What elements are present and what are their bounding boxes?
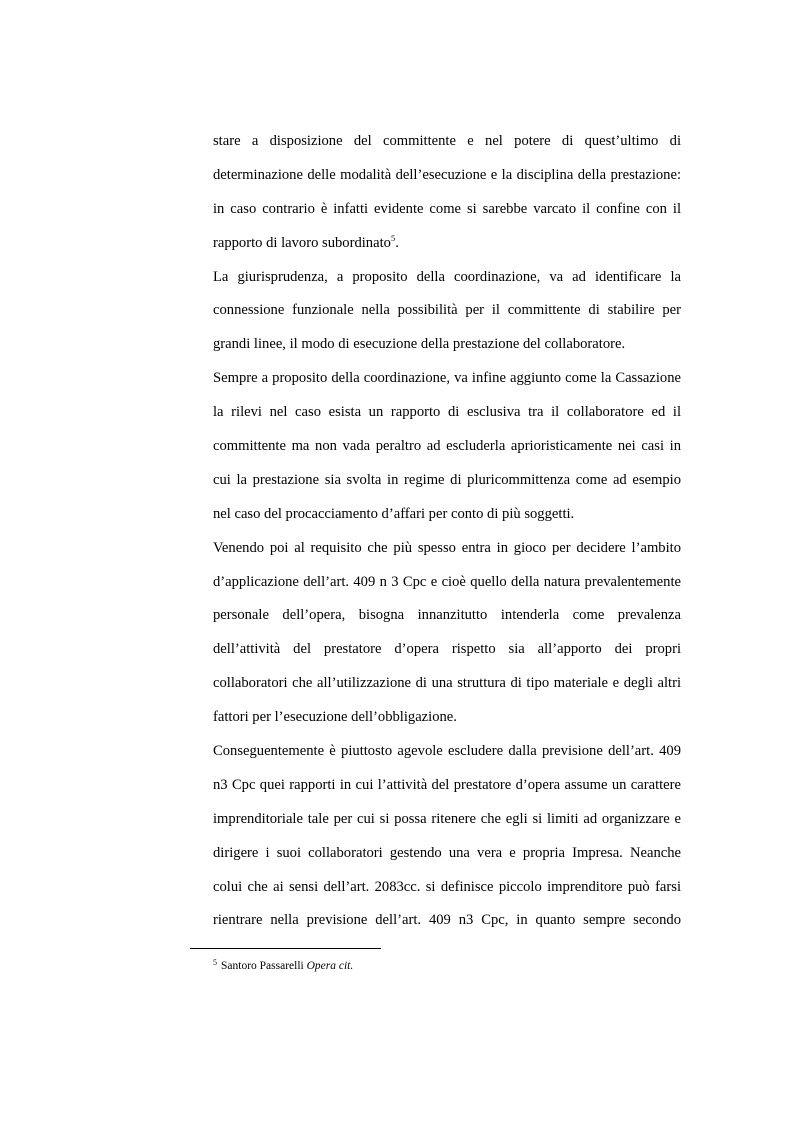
- text-line: [213, 161, 681, 195]
- text-line: [213, 568, 681, 602]
- footnote-author: Santoro Passarelli: [221, 960, 304, 972]
- text-line-content: Sempre a proposito della coordinazione, va infine aggiunto come la Cassazione: [213, 370, 681, 387]
- text-line: [213, 330, 681, 364]
- text-line: [213, 906, 681, 940]
- text-line-content: rientrare nella previsione dell’art. 409 n3 Cpc, in quanto sempre secondo: [213, 912, 681, 929]
- text-line: [213, 805, 681, 839]
- text-line-content: d’applicazione dell’art. 409 n 3 Cpc e cioè quello della natura prevalentemente: [213, 573, 681, 590]
- text-line-content: determinazione delle modalità dell’esecuzione e la disciplina della prestazione:: [213, 166, 681, 183]
- text-line-content: connessione funzionale nella possibilità per il committente di stabilire per: [213, 302, 681, 319]
- text-line: [213, 263, 681, 297]
- text-line-content: nel caso del procacciamento d’affari per conto di più soggetti.: [213, 505, 575, 522]
- text-line: [213, 737, 681, 771]
- footnote-number: 5: [213, 958, 217, 967]
- text-line-content: dirigere i suoi collaboratori gestendo una vera e propria Impresa. Neanche: [213, 844, 681, 861]
- text-line: [213, 229, 681, 263]
- text-line: [213, 296, 681, 330]
- text-line-content: n3 Cpc quei rapporti in cui l’attività del prestatore d’opera assume un carattere: [213, 776, 681, 793]
- text-line: [213, 635, 681, 669]
- text-line: [213, 398, 681, 432]
- text-line-content: imprenditoriale tale per cui si possa ritenere che egli si limiti ad organizzare e: [213, 810, 681, 827]
- text-line-content: personale dell’opera, bisogna innanzitutto intenderla come prevalenza: [213, 607, 681, 624]
- text-line-content: committente ma non vada peraltro ad escluderla aprioristicamente nei casi in: [213, 438, 681, 455]
- text-line: [213, 771, 681, 805]
- text-line-content: colui che ai sensi dell’art. 2083cc. si definisce piccolo imprenditore può farsi: [213, 878, 681, 895]
- text-line-tail: .: [395, 234, 399, 251]
- text-line: [213, 839, 681, 873]
- text-line: [213, 873, 681, 907]
- footnote-reference: 5: [390, 232, 396, 243]
- text-line-content: La giurisprudenza, a proposito della coordinazione, va ad identificare la: [213, 268, 681, 285]
- text-line-content: rapporto di lavoro subordinato: [213, 234, 391, 251]
- footnote-work: Opera cit.: [306, 960, 354, 972]
- text-line-content: grandi linee, il modo di esecuzione della prestazione del collaboratore.: [213, 336, 626, 353]
- footnote-separator: [190, 948, 381, 949]
- text-line-content: la rilevi nel caso esista un rapporto di esclusiva tra il collaboratore ed il: [213, 404, 681, 421]
- text-line: [213, 669, 681, 703]
- text-line: [213, 534, 681, 568]
- text-line: [213, 703, 681, 737]
- text-line: [213, 195, 681, 229]
- text-line: [213, 601, 681, 635]
- text-line: [213, 364, 681, 398]
- text-line: [213, 500, 681, 534]
- text-line: [213, 466, 681, 500]
- text-line-content: fattori per l’esecuzione dell’obbligazione.: [213, 709, 457, 726]
- text-line: [213, 432, 681, 466]
- body-text: [213, 127, 681, 940]
- text-line: [213, 127, 681, 161]
- text-line-content: collaboratori che all’utilizzazione di una struttura di tipo materiale e degli altri: [213, 675, 681, 692]
- text-line-content: in caso contrario è infatti evidente come si sarebbe varcato il confine con il: [213, 200, 681, 217]
- text-line-content: Conseguentemente è piuttosto agevole escludere dalla previsione dell’art. 409: [213, 743, 681, 760]
- text-line-content: Venendo poi al requisito che più spesso entra in gioco per decidere l’ambito: [213, 539, 681, 556]
- footnote: [213, 958, 353, 974]
- text-line-content: dell’attività del prestatore d’opera rispetto sia all’apporto dei propri: [213, 641, 681, 658]
- text-line-content: cui la prestazione sia svolta in regime di pluricommittenza come ad esempio: [213, 471, 681, 488]
- text-line-content: stare a disposizione del committente e nel potere di quest’ultimo di: [213, 133, 681, 149]
